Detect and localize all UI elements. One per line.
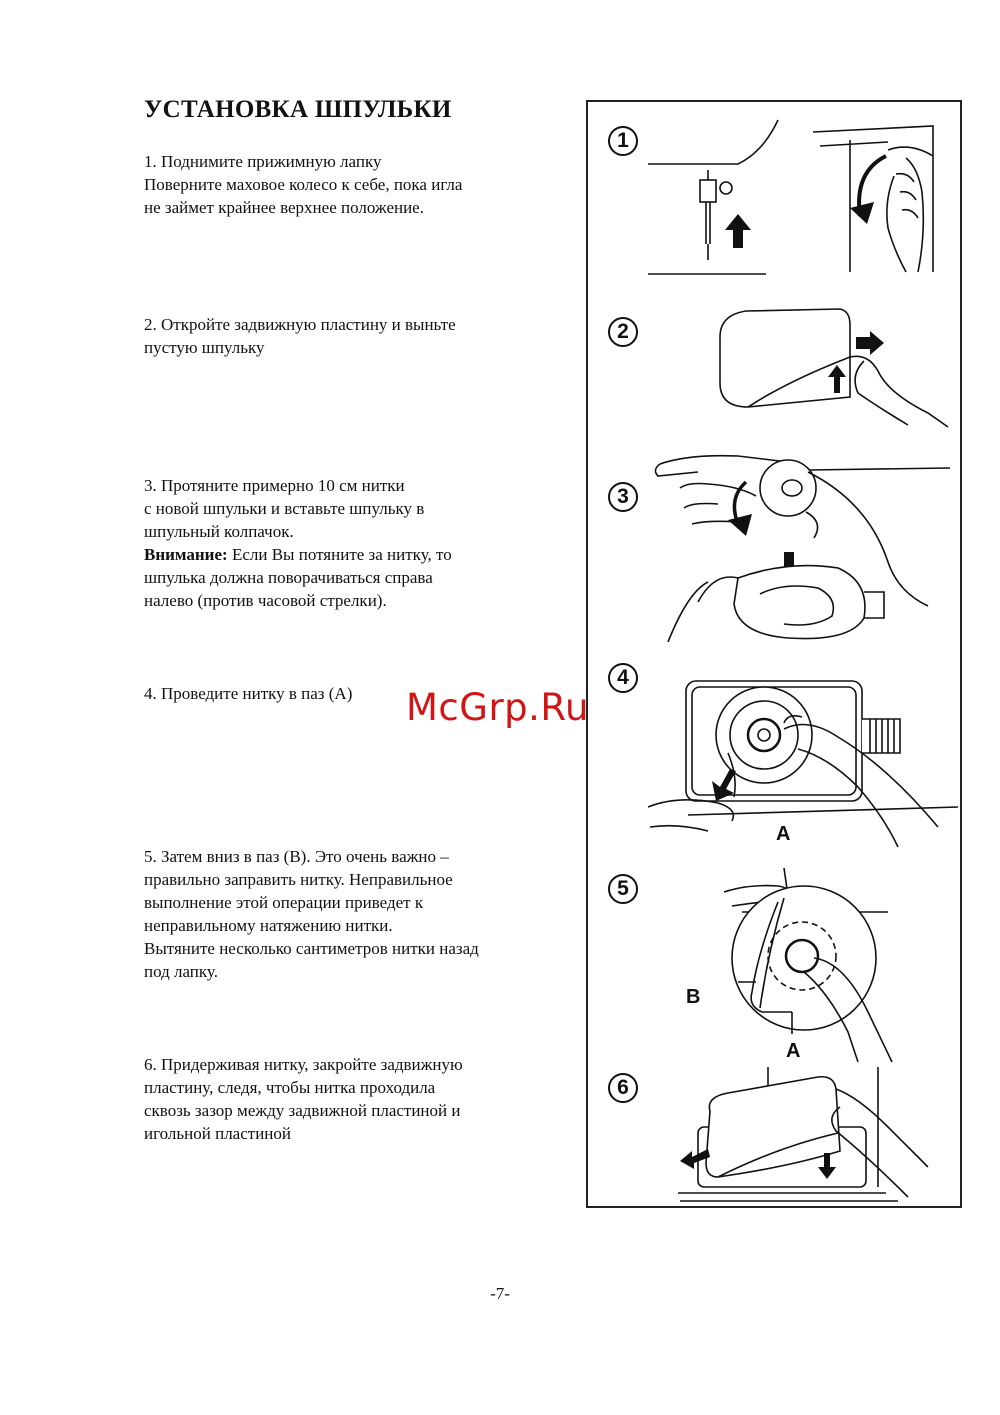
step-3-line: с новой шпульки и вставьте шпульку в [144, 499, 425, 518]
step-1-line: Поверните маховое колесо к себе, пока игла [144, 175, 463, 194]
step-badge-6: 6 [608, 1073, 638, 1103]
step-2-line: 2. Откройте задвижную пластину и выньте [144, 315, 456, 334]
step-badge-5: 5 [608, 874, 638, 904]
step-3-line: шпулька должна поворачиваться справа [144, 568, 433, 587]
step-5-line: неправильному натяжению нитки. [144, 916, 393, 935]
step-1-line: не займет крайнее верхнее положение. [144, 198, 424, 217]
step-6-line: игольной пластиной [144, 1124, 291, 1143]
step-4-line: 4. Проведите нитку в паз (A) [144, 684, 353, 703]
step-badge-2: 2 [608, 317, 638, 347]
step-3-line: налево (против часовой стрелки). [144, 591, 387, 610]
illustration-panel [586, 100, 962, 1208]
label-a-step-5: A [786, 1040, 801, 1062]
step-5-line: выполнение этой операции приведет к [144, 893, 424, 912]
step-badge-4: 4 [608, 663, 638, 693]
step-badge-3: 3 [608, 482, 638, 512]
step-3-note [144, 543, 564, 566]
label-b-step-5: B [686, 986, 701, 1008]
step-5-line: 5. Затем вниз в паз (B). Это очень важно – [144, 847, 449, 866]
step-1-line: 1. Поднимите прижимную лапку [144, 152, 382, 171]
watermark: McGrp.Ru [406, 686, 589, 729]
step-5-line: под лапку. [144, 962, 218, 981]
page-number: -7- [490, 1284, 510, 1303]
illustration-6 [588, 1067, 960, 1207]
step-5-line: правильно заправить нитку. Неправильное [144, 870, 453, 889]
step-6-line: сквозь зазор между задвижной пластиной и [144, 1101, 461, 1120]
step-1-text [144, 150, 564, 219]
illustration-2 [588, 297, 960, 437]
illustration-3 [588, 442, 960, 652]
step-badge-1: 1 [608, 126, 638, 156]
attention-label: Внимание: [144, 545, 228, 564]
step-5-line: Вытяните несколько сантиметров нитки назад [144, 939, 479, 958]
step-5-text [144, 845, 564, 983]
illustration-5 [588, 862, 960, 1067]
page-title: УСТАНОВКА ШПУЛЬКИ [144, 96, 452, 123]
label-a-step-4: A [776, 823, 791, 845]
illustration-4 [588, 657, 960, 857]
step-3-text [144, 474, 564, 612]
step-2-text [144, 313, 564, 359]
step-6-line: 6. Придерживая нитку, закройте задвижную [144, 1055, 463, 1074]
step-2-line: пустую шпульку [144, 338, 265, 357]
illustration-1 [588, 112, 960, 292]
step-6-line: пластину, следя, чтобы нитка проходила [144, 1078, 436, 1097]
step-3-line: 3. Протяните примерно 10 см нитки [144, 476, 405, 495]
step-6-text [144, 1053, 564, 1145]
step-3-note-text: Если Вы потяните за нитку, то [227, 545, 452, 564]
step-3-line: шпульный колпачок. [144, 522, 294, 541]
